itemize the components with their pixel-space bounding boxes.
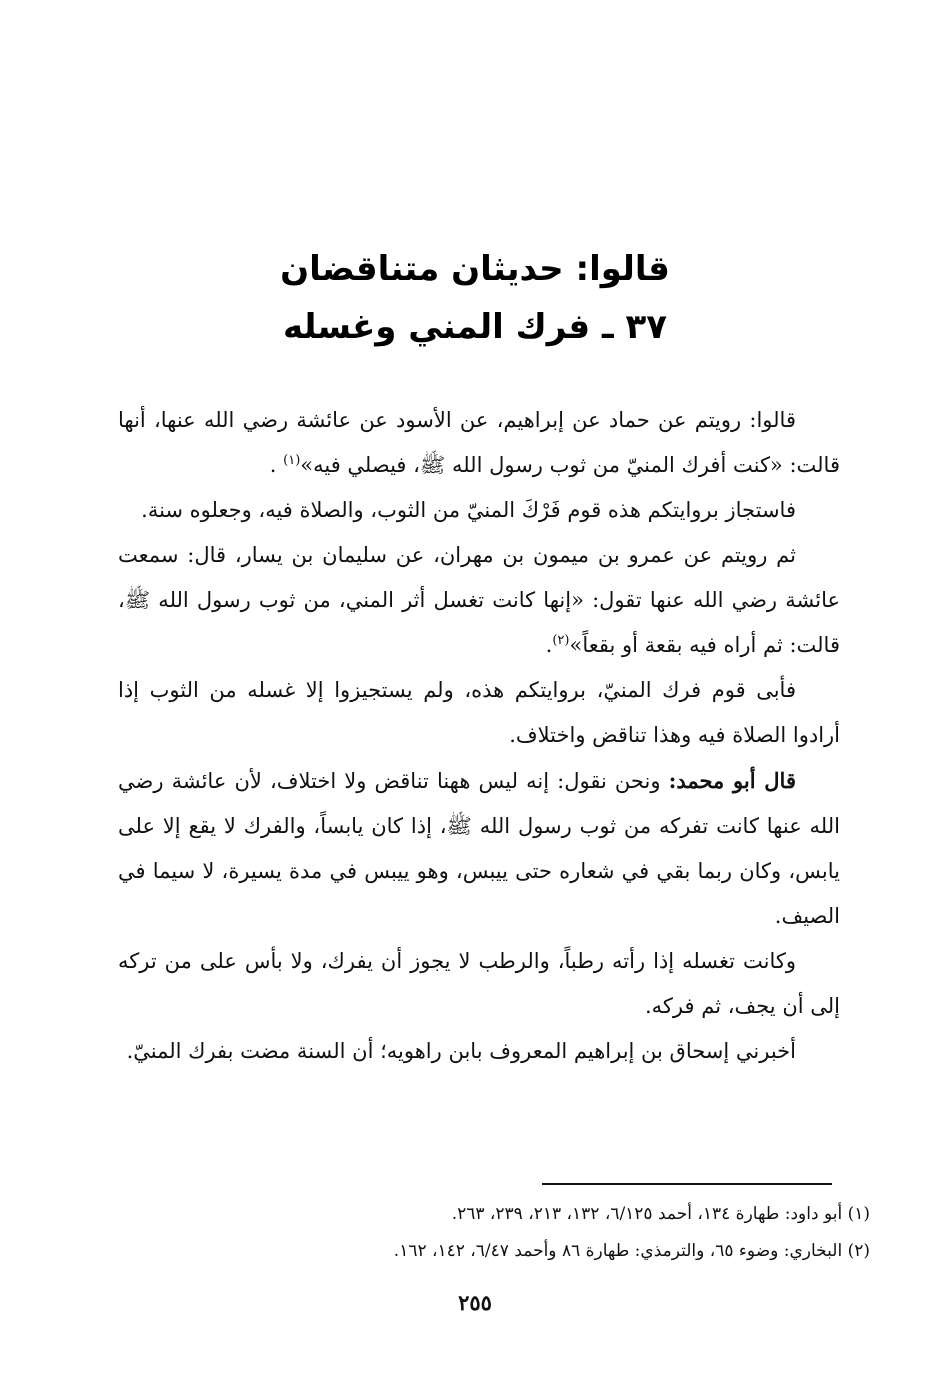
paragraph-6: وكانت تغسله إذا رأته رطباً، والرطب لا يجوز أن يفرك، ولا بأس على من تركه إلى أن يجف، ثم فركه. [118, 949, 840, 1018]
paragraph-1-end: . [269, 453, 277, 477]
speaker-label: قال أبو محمد: [668, 768, 796, 793]
paragraph-2: فاستجاز بروايتكم هذه قوم فَرْكَ المنيّ من الثوب، والصلاة فيه، وجعلوه سنة. [141, 498, 796, 522]
footnotes [118, 1196, 870, 1270]
footnote-ref-2: (٢) [552, 633, 570, 648]
paragraph-3-text: ثم رويتم عن عمرو بن ميمون بن مهران، عن سليمان بن يسار، قال: سمعت عائشة رضي الله عنها تقول: «إنها كانت تغسل أثر المني، من ثوب رسول الله ﷺ، قالت: ثم أراه فيه بقعة أو بقعاً» [118, 543, 840, 657]
paragraph-1-text: قالوا: رويتم عن حماد عن إبراهيم، عن الأسود عن عائشة رضي الله عنها، أنها قالت: «كنت أفرك المنيّ من ثوب رسول الله ﷺ، فيصلي فيه» [118, 408, 840, 477]
section-title: ٣٧ ـ فرك المني وغسله [282, 307, 667, 347]
paragraph-3 [118, 533, 840, 668]
paragraph-1 [118, 398, 840, 488]
paragraph-5-text: ونحن نقول: إنه ليس ههنا تناقض ولا اختلاف، لأن عائشة رضي الله عنها كانت تفركه من ثوب رسول الله ﷺ، إذا كان يابساً، والفرك لا يقع إلا على يابس، وكان ربما بقي في شعاره حتى ييبس، وهو ييبس في مدة يسيرة، لا سيما في الصيف. [118, 769, 840, 928]
main-text [118, 398, 840, 1074]
page-number: ٢٥٥ [458, 1290, 492, 1315]
paragraph-5 [118, 758, 840, 939]
paragraph-4: فأبى قوم فرك المنيّ، بروايتكم هذه، ولم يستجيزوا إلا غسله من الثوب إذا أرادوا الصلاة فيه وهذا تناقض واختلاف. [118, 678, 840, 747]
footnote-1: (١) أبو داود: طهارة ١٣٤، أحمد ٦/١٢٥، ١٣٢، ٢١٣، ٢٣٩، ٢٦٣. [451, 1204, 870, 1224]
footnote-2: (٢) البخاري: وضوء ٦٥، والترمذي: طهارة ٨٦ وأحمد ٦/٤٧، ١٤٢، ١٦٢. [393, 1241, 870, 1261]
chapter-title: قالوا: حديثان متناقضان [280, 249, 670, 289]
footnote-ref-1: (١) [283, 453, 301, 468]
chapter-heading [0, 240, 950, 356]
paragraph-3-end: . [545, 633, 553, 657]
paragraph-7: أخبرني إسحاق بن إبراهيم المعروف بابن راهويه؛ أن السنة مضت بفرك المنيّ. [126, 1039, 796, 1063]
footnote-divider [542, 1183, 832, 1185]
